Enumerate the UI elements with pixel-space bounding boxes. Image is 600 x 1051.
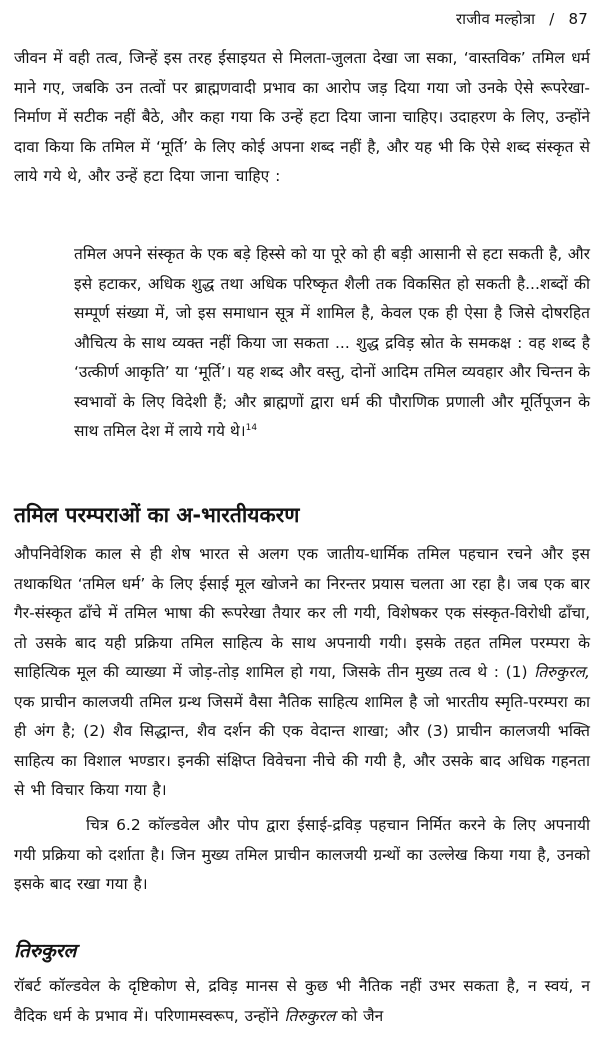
page-number: 87 (568, 10, 588, 28)
paragraph-text: रॉबर्ट कॉल्डवेल के दृष्टिकोण से, द्रविड़ मानस से कुछ भी नैतिक नहीं उभर सकता है, न स्वयं, न वैदिक धर्म के प्रभाव में। परिणामस्वरूप, उन्होंने (14, 977, 590, 1025)
header-separator: / (549, 10, 555, 28)
section-heading: तमिल परम्पराओं का अ-भारतीयकरण (14, 503, 300, 527)
running-header (0, 6, 588, 32)
paragraph-caldwell (14, 972, 590, 1031)
paragraph-intro: जीवन में वही तत्व, जिन्हें इस तरह ईसाइयत से मिलता-जुलता देखा जा सका, ‘वास्तविक’ तमिल धर्म माने गए, जबकि उन तत्वों पर ब्राह्मणवादी प्रभाव का आरोप जड़ दिया गया जो उनके ऐसे रूपरेखा-निर्माण में सटीक नहीं बैठे, और कहा गया कि उन्हें हटा दिया जाना चाहिए। उदाहरण के लिए, उन्होंने दावा किया कि तमिल में ‘मूर्ति’ के लिए कोई अपना शब्द नहीं है, और यह भी कि ऐसे शब्द संस्कृत से लाये गये थे, और उन्हें हटा दिया जाना चाहिए : (14, 49, 590, 185)
paragraph-text: एक प्राचीन कालजयी तमिल ग्रन्थ जिसमें वैसा नैतिक साहित्य शामिल है जो भारतीय स्मृति-परम्परा का ही अंग है; (2) शैव सिद्धान्त, शैव दर्शन की एक वेदान्त शाखा; और (3) प्राचीन कालजयी भक्ति साहित्य का विशाल भण्डार। इनकी संक्षिप्त विवेचना नीचे की गयी है, और उसके बाद अधिक गहनता से भी विचार किया गया है। (14, 692, 590, 799)
subsection-heading: तिरुकुरल (14, 940, 77, 962)
block-quote (74, 240, 590, 447)
quote-text: तमिल अपने संस्कृत के एक बड़े हिस्से को या पूरे को ही बड़ी आसानी से हटा सकती है, और इसे हटाकर, अधिक शुद्ध तथा अधिक परिष्कृत शैली तक विकसित हो सकती है...शब्दों की सम्पूर्ण संख्या में, जो इस समाधान सूत्र में शामिल है, केवल एक ही ऐसा है जिसे दोषरहित औचित्य के साथ व्यक्त नहीं किया जा सकता ... शुद्ध द्रविड़ स्रोत के समकक्ष : वह शब्द है ‘उत्कीर्ण आकृति’ या ‘मूर्ति’। यह शब्द और वस्तु, दोनों आदिम तमिल व्यवहार और चिन्तन के स्वभावों के लिए विदेशी हैं; और ब्राह्मणों द्वारा धर्म की पौराणिक प्रणाली और मूर्तिपूजन के साथ तमिल देश में लाये गये थे। (74, 245, 590, 440)
footnote-marker: 14 (245, 422, 258, 433)
author-name: राजीव मल्होत्रा (456, 10, 536, 28)
paragraph-figure-ref: चित्र 6.2 कॉल्डवेल और पोप द्वारा ईसाई-द्रविड़ पहचान निर्मित करने के लिए अपनायी गयी प्रक्रिया को दर्शाता है। जिन मुख्य तमिल प्राचीन कालजयी ग्रन्थों का उल्लेख किया गया है, उनको इसके बाद रखा गया है। (14, 816, 590, 893)
paragraph-text: को जैन (335, 1006, 384, 1025)
book-title-italic: तिरुकुरल, (534, 663, 590, 681)
book-title-italic: तिरुकुरल (284, 1006, 336, 1025)
paragraph-colonial (14, 540, 590, 806)
paragraph-text: औपनिवेशिक काल से ही शेष भारत से अलग एक जातीय-धार्मिक तमिल पहचान रचने और इस तथाकथित ‘तमिल धर्म’ के लिए ईसाई मूल खोजने का निरन्तर प्रयास चलता आ रहा है। जब एक बार गैर-संस्कृत ढाँचे में तमिल भाषा की रूपरेखा तैयार कर ली गयी, विशेषकर एक संस्कृत-विरोधी ढाँचा, तो उसके बाद यही प्रक्रिया तमिल साहित्य के साथ अपनायी गयी। इसके तहत तमिल परम्परा के साहित्यिक मूल की व्याख्या में जोड़-तोड़ शामिल हो गया, जिसके तीन मुख्य तत्व थे : (1) (14, 545, 590, 681)
